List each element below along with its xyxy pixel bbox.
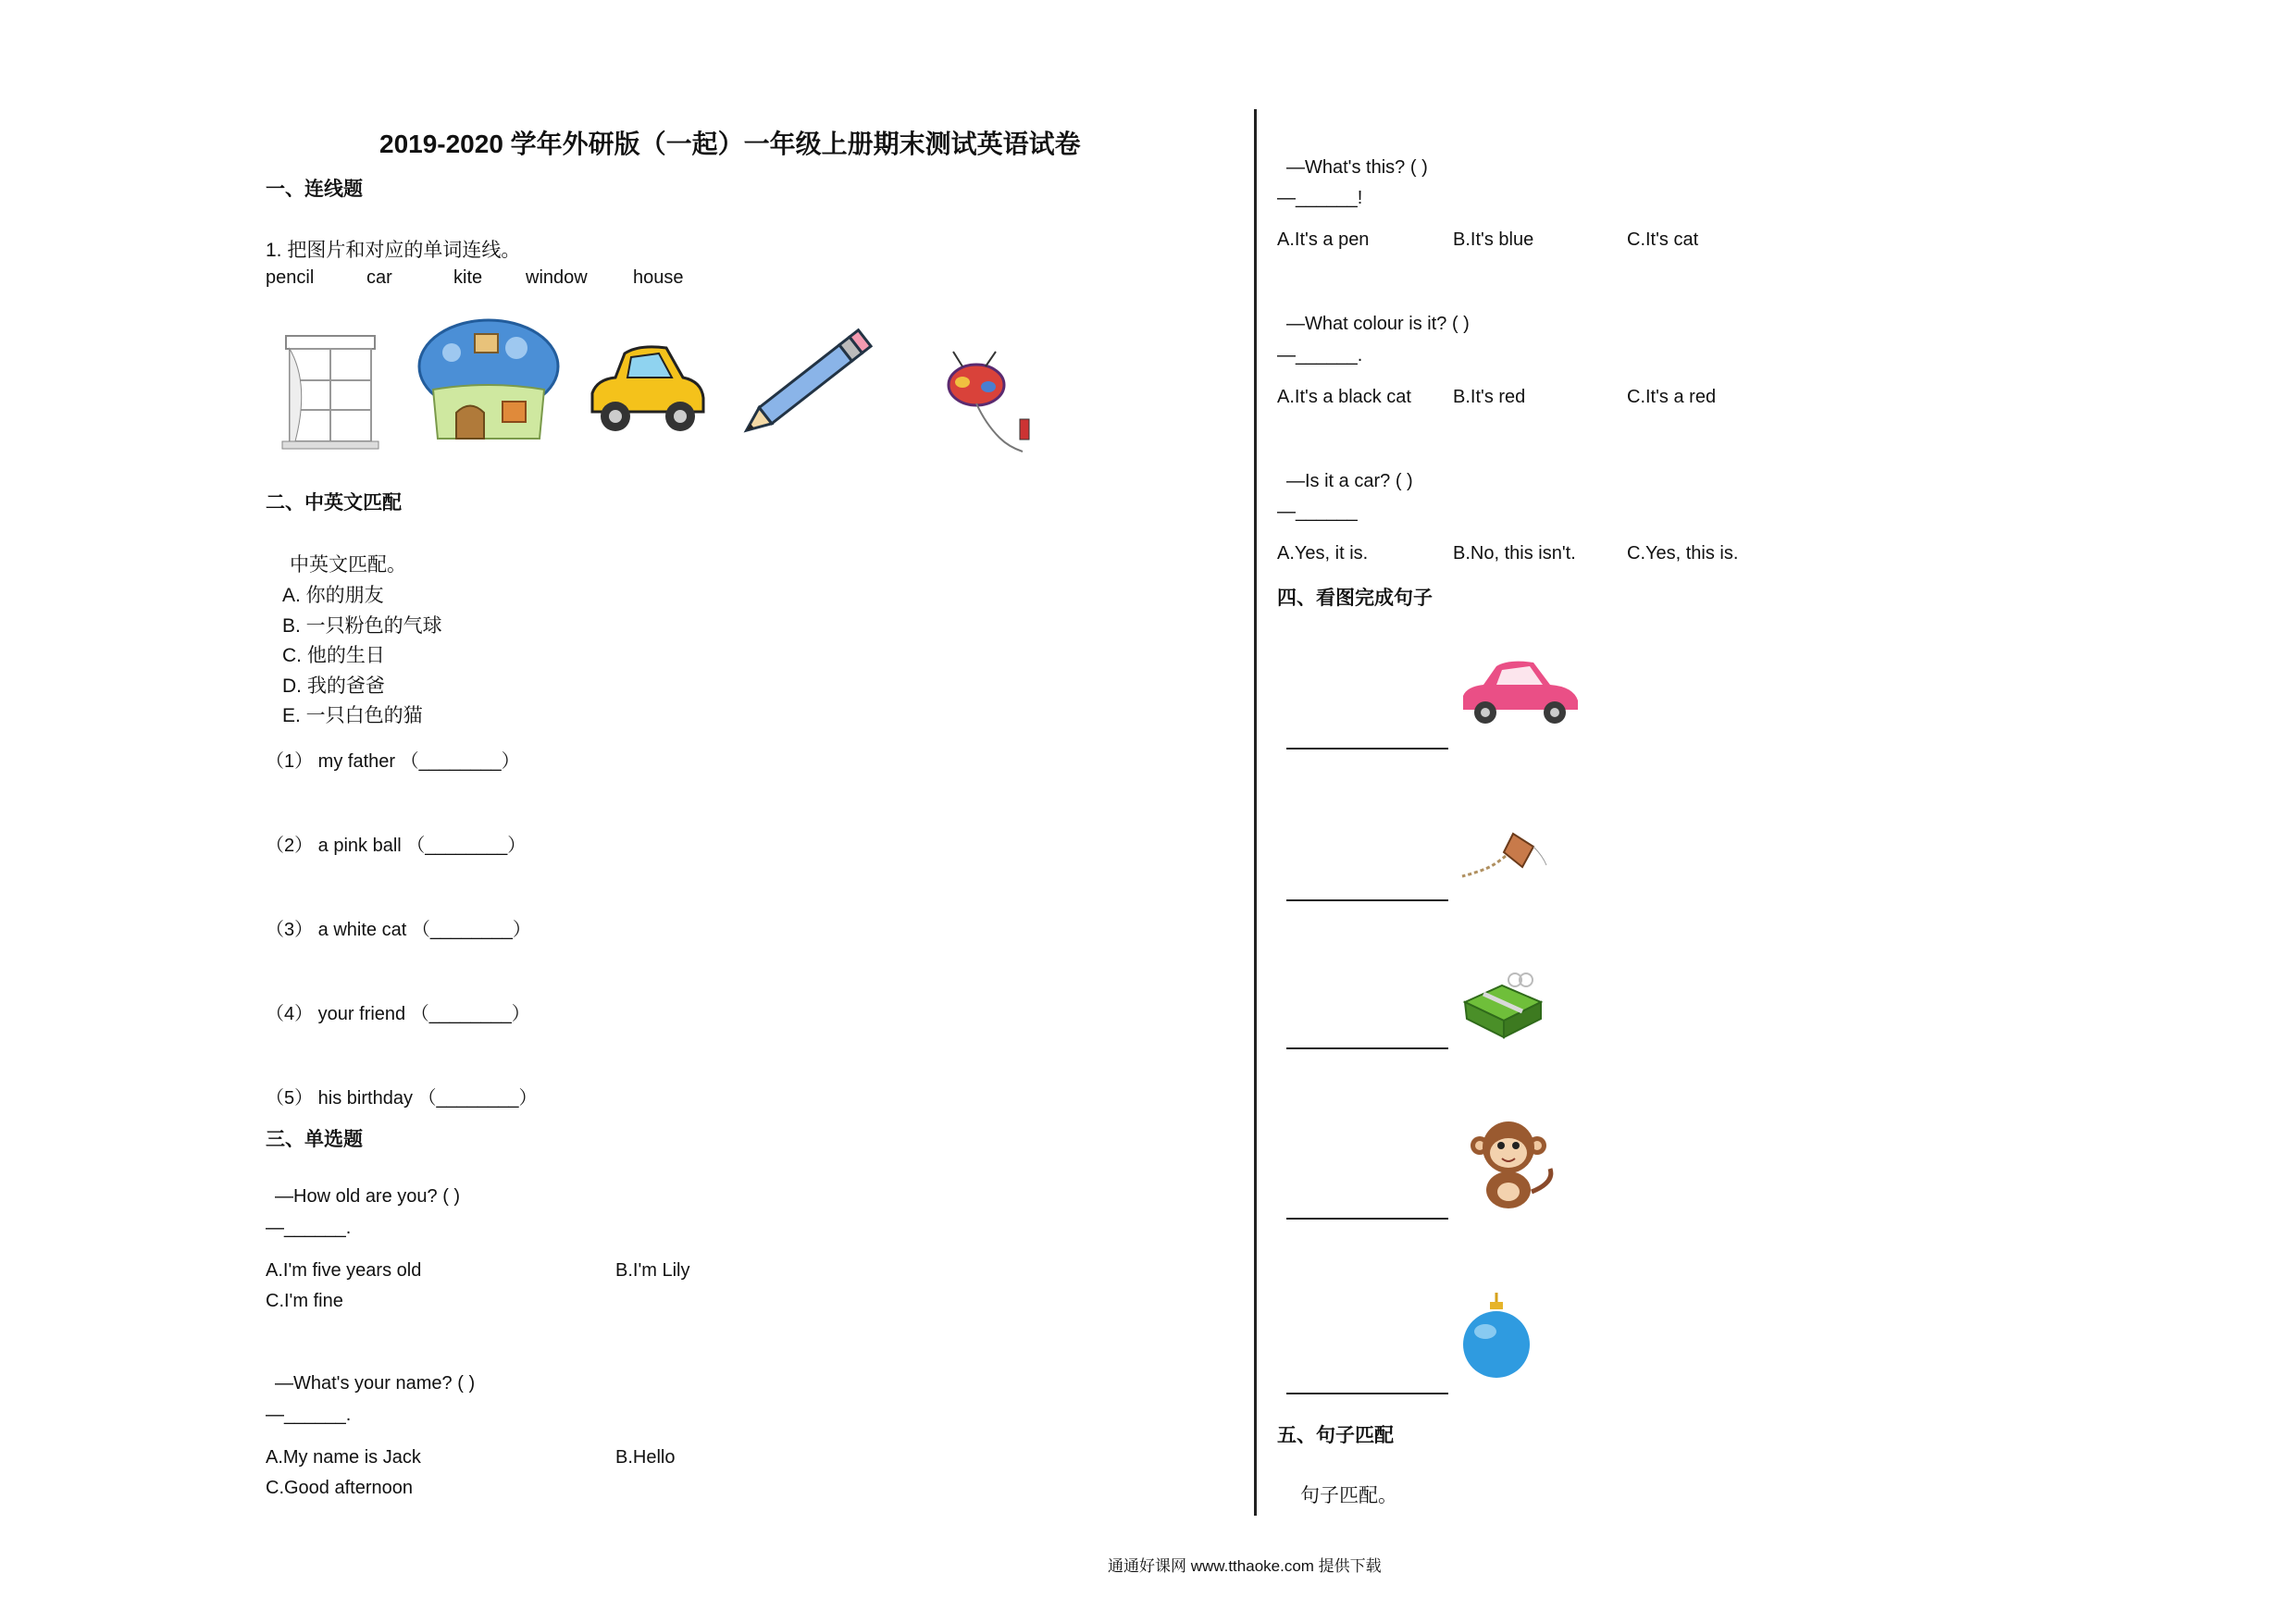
answer-blank[interactable]: —______! (1277, 188, 1363, 208)
choice-a[interactable]: A.Yes, it is. (1277, 543, 1369, 564)
section-heading-matching-lines: 一、连线题 (266, 179, 363, 200)
word-kite: kite (453, 267, 483, 288)
kite-small-picture (1458, 828, 1550, 888)
choice-c[interactable]: C.Good afternoon (266, 1478, 413, 1498)
choice-b[interactable]: B.It's blue (1453, 229, 1534, 250)
matching-item[interactable]: （3） a white cat （________） (266, 920, 531, 940)
question-text: —What colour is it? ( ) (1286, 314, 1470, 334)
answer-line[interactable] (1286, 1393, 1448, 1394)
word-house: house (633, 267, 684, 288)
page-title: 2019-2020 学年外研版（一起）一年级上册期末测试英语试卷 (379, 130, 1081, 158)
option-e: E. 一只白色的猫 (282, 705, 423, 726)
choice-a[interactable]: A.It's a pen (1277, 229, 1370, 250)
section-heading-single-choice: 三、单选题 (266, 1129, 363, 1150)
matching-item[interactable]: （4） your friend （________） (266, 1004, 530, 1024)
answer-blank[interactable]: —______. (266, 1218, 352, 1238)
pencil-picture (736, 319, 884, 444)
matching-item[interactable]: （5） his birthday （________） (266, 1088, 538, 1109)
monkey-picture (1467, 1118, 1559, 1210)
choice-c[interactable]: C.It's cat (1627, 229, 1699, 250)
choice-c[interactable]: C.It's a red (1627, 387, 1717, 407)
option-c: C. 他的生日 (282, 645, 385, 666)
answer-line[interactable] (1286, 748, 1448, 750)
answer-blank[interactable]: —______ (1277, 502, 1358, 522)
choice-b[interactable]: B.Hello (615, 1447, 676, 1468)
footer-credit: 通通好课网 www.tthaoke.com 提供下载 (1108, 1557, 1382, 1575)
answer-line[interactable] (1286, 1047, 1448, 1049)
choice-c[interactable]: C.I'm fine (266, 1291, 343, 1311)
gift-picture (1458, 967, 1550, 1041)
matching-item[interactable]: （1） my father （________） (266, 751, 520, 772)
choice-b[interactable]: B.I'm Lily (615, 1260, 690, 1281)
option-b: B. 一只粉色的气球 (282, 615, 442, 637)
choice-c[interactable]: C.Yes, this is. (1627, 543, 1739, 564)
answer-blank[interactable]: —______. (266, 1405, 352, 1425)
choice-a[interactable]: A.It's a black cat (1277, 387, 1411, 407)
car-picture (583, 342, 708, 440)
question-text: —Is it a car? ( ) (1286, 471, 1413, 491)
answer-line[interactable] (1286, 899, 1448, 901)
word-window: window (526, 267, 588, 288)
answer-blank[interactable]: —______. (1277, 345, 1363, 365)
choice-a[interactable]: A.I'm five years old (266, 1260, 422, 1281)
choice-b[interactable]: B.No, this isn't. (1453, 543, 1576, 564)
question-text: —What's your name? ( ) (275, 1373, 476, 1394)
word-car: car (366, 267, 392, 288)
kite-picture (935, 350, 1046, 456)
option-d: D. 我的爸爸 (282, 675, 385, 697)
question-text: —What's this? ( ) (1286, 157, 1428, 178)
word-pencil: pencil (266, 267, 315, 288)
pink-car-picture (1458, 659, 1582, 728)
section-heading-sentence-matching: 五、句子匹配 (1277, 1425, 1394, 1446)
matching-item[interactable]: （2） a pink ball （________） (266, 836, 527, 856)
question-instruction: 1. 把图片和对应的单词连线。 (266, 240, 521, 261)
section-intro: 中英文匹配。 (290, 554, 406, 576)
house-picture (415, 311, 563, 440)
column-divider (1254, 109, 1257, 1516)
choice-b[interactable]: B.It's red (1453, 387, 1526, 407)
section-heading-picture-sentences: 四、看图完成句子 (1277, 588, 1433, 609)
choice-a[interactable]: A.My name is Jack (266, 1447, 421, 1468)
blue-ball-picture (1458, 1291, 1532, 1383)
answer-line[interactable] (1286, 1218, 1448, 1220)
option-a: A. 你的朋友 (282, 585, 384, 606)
section-heading-chinese-english-matching: 二、中英文匹配 (266, 492, 402, 514)
question-text: —How old are you? ( ) (275, 1186, 461, 1207)
section-intro: 句子匹配。 (1300, 1485, 1397, 1506)
window-picture (282, 328, 379, 453)
